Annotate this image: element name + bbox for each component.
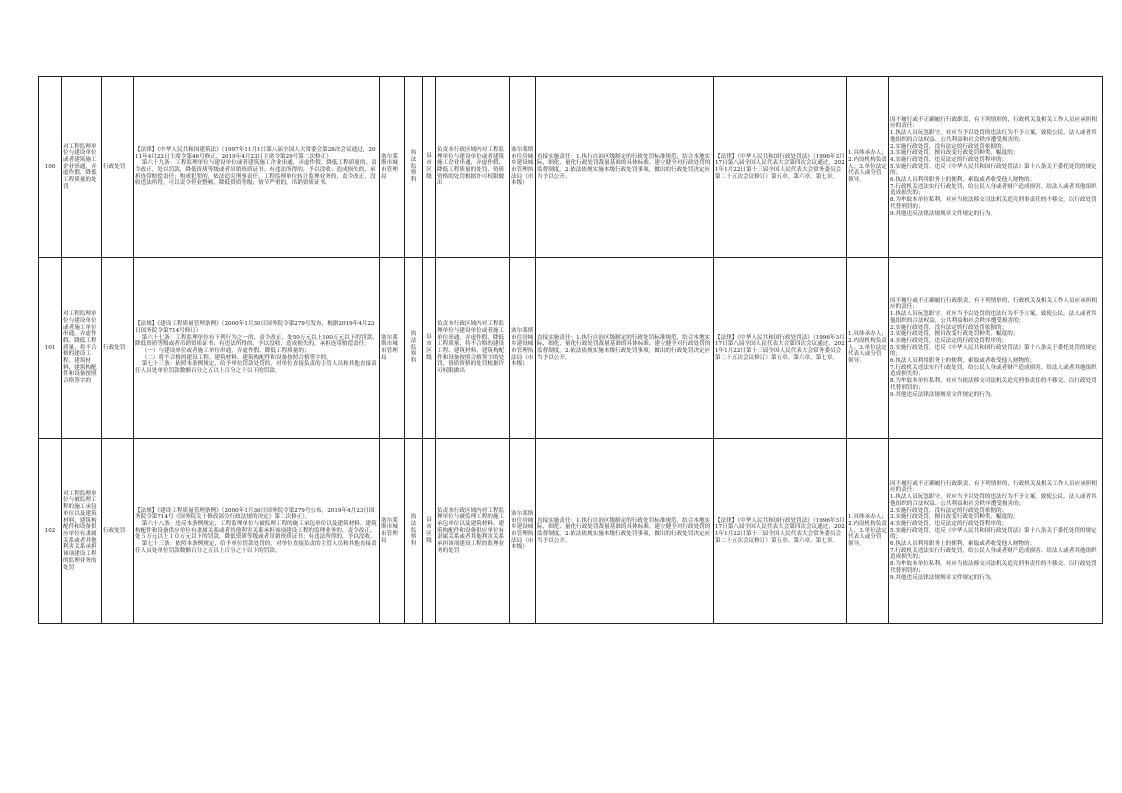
- power-list-table: [38, 76, 1103, 624]
- responsible-subject: 塞尔莱斯市住房城乡建设城市管理执法局（市本级）: [510, 439, 536, 624]
- liability-list-line: 3.实施行政处罚，擅自改变行政处罚种类、幅度的；: [890, 331, 1019, 338]
- legal-basis-line: （一）与建设单位或者施工单位串通，弄虚作假、降低工程质量的；: [141, 348, 310, 354]
- legal-basis-line: （二）将不合格的建设工程、建筑材料、建筑构配件和设备按照合格签字的。: [141, 354, 332, 361]
- liability-list-line: 2.实施行政处罚，没有法定的行政处罚依据的；: [890, 507, 1008, 514]
- legal-basis-line: 【法律】《中华人民共和国建筑法》（1997年11月1日第八届全国人大常委会第28次会议通过，2011年4月22日主席令第46号修正，2019年4月23日主席令第29号第二次修正）: [135, 146, 376, 160]
- liability-list-line: 9.其他违反法律法规规章文件规定的行为。: [890, 391, 997, 398]
- liability-list-line: 7.行政机关违法实行行政处罚，给公民人身或者财产造成损害、给法人或者其他组织造成损失的；: [890, 547, 1097, 561]
- legal-basis: [134, 439, 380, 624]
- implementing-department: 塞尔莱斯市城市管理局: [380, 439, 405, 624]
- executing-unit: 执法监察科: [410, 330, 417, 365]
- responsible-persons: 1.具体承办人；2.内设机构负责人；3.单位法定代表人或分管领导。: [847, 439, 889, 624]
- executing-unit: 执法监察科: [410, 513, 417, 548]
- responsible-persons: 1.具体承办人；2.内设机构负责人；3.单位法定代表人或分管领导。: [847, 77, 889, 258]
- executing-unit-cell: [405, 439, 423, 624]
- liability-list-line: 8.为牟取本单位私利，对应当依法移交司法机关追究刑事责任的不移交，以行政处罚代替刑罚的；: [890, 561, 1097, 574]
- exercise-level: 县市区级: [426, 153, 432, 180]
- duty-basis: 【法律】《中华人民共和国行政处罚法》（1996年3月17日第八届全国人民代表大会第四次会议通过，2021年1月22日第十三届全国人民代表大会常务委员会第二十五次会议修订）第五章、第六章、第七章。: [714, 77, 847, 258]
- liability-list: [889, 258, 1103, 439]
- liability-list-line: 3.实施行政处罚，擅自改变行政处罚种类、幅度的；: [890, 514, 1019, 521]
- liability-list-line: 2.实施行政处罚，没有法定的行政处罚依据的；: [890, 143, 1008, 150]
- power-type: 行政处罚: [102, 439, 134, 624]
- liability-list-line: 1.执法人员玩忽职守，对应当予以处罚的违法行为不予立案，致使公民、法人或者其他组织的合法权益、公共利益和社会秩序遭受损害的；: [890, 311, 1097, 324]
- exercise-level: 县市区级: [426, 334, 432, 361]
- implementing-department: 塞尔莱斯市城市管理局: [380, 77, 405, 258]
- table-row: [39, 258, 1103, 439]
- liability-list-line: 7.行政机关违法实行行政处罚，给公民人身或者财产造成损害、给法人或者其他组织造成损失的；: [890, 364, 1097, 378]
- exercise-level-cell: [423, 258, 436, 439]
- table-row: [39, 77, 1103, 258]
- liability-list-line: 因不履行或不正确履行行政职责，有下列情形的，行政机关及相关工作人员应承担相应的责任：: [890, 480, 1097, 494]
- duty-description: 负责本行政区域内对工程监理单位与建设单位或者建筑施工企业串通，弄虚作假、降低工程质量的处罚，资质资格的处罚根据许可权限做出: [436, 77, 510, 258]
- power-item-name: 对工程监理单位与建设单位或者建筑施工企业串通，弄虚作假、降低工程质量的处罚: [62, 77, 102, 258]
- responsibility-items: 直接实施责任：1.执行自治区级制定的行政处罚标准规范，结合本地实际，细化、量化行政处罚裁量基准的具体标准。建立健全对行政处罚的监督制度。2.依法依规实施本级行政处罚事项，做出的行政处罚决定应当予以公开。: [536, 77, 714, 258]
- liability-list-line: 9.其他违反法律法规规章文件规定的行为。: [890, 210, 997, 217]
- legal-basis-line: 第六十九条：工程监理单位与建设单位或者建筑施工企业串通，弄虚作假、降低工程质量的，责令改正，处以罚款，降低资质等级或者吊销资质证书；有违法所得的，予以没收；造成损失的，承担连带赔偿责任；构成犯罪的，依法追究刑事责任。工程监理单位转让监理业务的，责令改正，没收违法所得，可以责令停业整顿，降低资质等级；情节严重的，吊销资质证书。: [135, 160, 377, 187]
- liability-list-line: 5.实施行政处罚，违反《中华人民共和国行政处罚法》第十八条关于委托处罚的规定的；: [890, 527, 1097, 541]
- row-number: 100: [39, 77, 62, 258]
- liability-list-line: 因不履行或不正确履行行政职责，有下列情形的，行政机关及相关工作人员应承担相应的责任：: [890, 297, 1097, 311]
- row-number: 102: [39, 439, 62, 624]
- liability-list-line: 3.实施行政处罚，擅自改变行政处罚种类、幅度的；: [890, 150, 1019, 157]
- table-body: [39, 77, 1103, 624]
- row-number: 101: [39, 258, 62, 439]
- liability-list-line: 8.为牟取本单位私利，对应当依法移交司法机关追究刑事责任的不移交，以行政处罚代替刑罚的；: [890, 197, 1097, 210]
- table-row: [39, 439, 1103, 624]
- exercise-level: 县市区级: [426, 517, 432, 544]
- liability-list-line: 因不履行或不正确履行行政职责，有下列情形的，行政机关及相关工作人员应承担相应的责任：: [890, 116, 1097, 130]
- liability-list-line: 4.实施行政处罚，违反法定的行政处罚程序的；: [890, 156, 1008, 163]
- liability-list: [889, 77, 1103, 258]
- power-type: 行政处罚: [102, 77, 134, 258]
- executing-unit-cell: [405, 77, 423, 258]
- legal-basis-line: 第七十三条：依照本条例规定，给予单位罚款处罚的，对单位直接负责的主管人员和其他直接责任人员处单位罚款数额百分之五以上百分之十以下的罚款。: [135, 361, 377, 375]
- executing-unit-cell: [405, 258, 423, 439]
- duty-description: 负责本行政区域内对工程监理单位与建设单位或者施工单位串通，弄虚作假、降低工程质量，将不合格的建设工程、建筑材料、建筑构配件和设备按照合格签字的处罚，资质资格的处罚根据许可权限做出: [436, 258, 510, 439]
- legal-basis-line: 第七十三条：依照本条例规定，给予单位罚款处罚的，对单位直接负责的主管人员和其他直接责任人员处单位罚款数额百分之五以上百分之十以下的罚款。: [135, 541, 377, 554]
- liability-list-line: 8.为牟取本单位私利，对应当依法移交司法机关追究刑事责任的不移交，以行政处罚代替刑罚的；: [890, 378, 1097, 391]
- duty-basis: 【法律】《中华人民共和国行政处罚法》（1996年3月17日第八届全国人民代表大会第四次会议通过，2021年1月22日第十三届全国人民代表大会常务委员会第二十五次会议修订）第五章、第六章、第七章。: [714, 439, 847, 624]
- legal-basis-line: 【法规】《建设工程质量管理条例》（2000年1月30日国务院令第279号公布，2019年4月23日国务院令第714号《国务院关于修改部分行政法规的决定》第二次修正）。: [135, 507, 375, 521]
- power-item-name: 对工程监理单位与被监理工程的施工承包单位以及建筑材料、建筑构配件和设备供应单位有隶属关系或者其他利害关系承担该项建设工程的监理业务的处罚: [62, 439, 102, 624]
- liability-list-line: 6.执法人员利用职务上的便利，索取或者收受他人财物的；: [890, 358, 1036, 365]
- liability-list-line: 6.执法人员利用职务上的便利，索取或者收受他人财物的；: [890, 541, 1036, 548]
- liability-list-line: 4.实施行政处罚，违反法定的行政处罚程序的；: [890, 337, 1008, 344]
- duty-basis: 【法律】《中华人民共和国行政处罚法》（1996年3月17日第八届全国人民代表大会第四次会议通过，2021年1月22日第十三届全国人民代表大会常务委员会第二十五次会议修订）第五章、第六章、第七章。: [714, 258, 847, 439]
- legal-basis-line: 第六十八条：违反本条例规定，工程监理单位与被监理工程的施工承包单位以及建筑材料、建筑构配件和设备供应单位有隶属关系或者其他利害关系承担该项建设工程的监理业务的，责令改正，处５万元以上１０万元以下的罚款，降低资质等级或者吊销资质证书；有违法所得的，予以没收。: [135, 520, 377, 541]
- exercise-level-cell: [423, 77, 436, 258]
- responsible-subject: 塞尔莱斯市住房城乡建设城市管理执法局（市本级）: [510, 77, 536, 258]
- liability-list-line: 9.其他违反法律法规规章文件规定的行为。: [890, 574, 997, 581]
- responsible-persons: 1.具体承办人；2.内设机构负责人；3.单位法定代表人或分管领导。: [847, 258, 889, 439]
- liability-list-line: 6.执法人员利用职务上的便利，索取或者收受他人财物的；: [890, 177, 1036, 184]
- executing-unit: 执法监察科: [410, 149, 417, 184]
- liability-list-line: 5.实施行政处罚，违反《中华人民共和国行政处罚法》第十八条关于委托处罚的规定的；: [890, 344, 1097, 358]
- exercise-level-cell: [423, 439, 436, 624]
- power-item-name: 对工程监理单位与建设单位或者施工单位串通，弄虚作假、降低工程质量，将不合格的建设工程、建筑材料、建筑构配件和设备按照合格签字的: [62, 258, 102, 439]
- legal-basis-line: 【法规】《建设工程质量管理条例》（2000年1月30日国务院令第279号发布，根据2019年4月23日国务院令第714号修订）: [135, 321, 375, 334]
- liability-list-line: 1.执法人员玩忽职守，对应当予以处罚的违法行为不予立案，致使公民、法人或者其他组织的合法权益、公共利益和社会秩序遭受损害的；: [890, 130, 1097, 143]
- liability-list-line: 5.实施行政处罚，违反《中华人民共和国行政处罚法》第十八条关于委托处罚的规定的；: [890, 163, 1097, 177]
- liability-list: [889, 439, 1103, 624]
- liability-list-line: 7.行政机关违法实行行政处罚，给公民人身或者财产造成损害、给法人或者其他组织造成损失的；: [890, 183, 1097, 197]
- liability-list-line: 4.实施行政处罚，违反法定的行政处罚程序的；: [890, 520, 1008, 527]
- responsibility-items: 直接实施责任：1.执行自治区级制定的行政处罚标准规范，结合本地实际，细化、量化行政处罚裁量基准的具体标准。建立健全对行政处罚的监督制度。2.依法依规实施本级行政处罚事项，做出的行政处罚决定应当予以公开。: [536, 258, 714, 439]
- power-type: 行政处罚: [102, 258, 134, 439]
- implementing-department: 塞尔莱斯市城市管理局: [380, 258, 405, 439]
- liability-list-line: 2.实施行政处罚，没有法定的行政处罚依据的；: [890, 324, 1008, 331]
- legal-basis-line: 第六十七条：工程监理单位有下列行为之一的，责令改正，处50万元以上100万元以下的罚款，降低资质等级或者吊销资质证书；有违法所得的，予以没收；造成损失的，承担连带赔偿责任：: [135, 334, 378, 348]
- responsible-subject: 塞尔莱斯市住房城乡建设城市管理执法局（市本级）: [510, 258, 536, 439]
- legal-basis: [134, 77, 380, 258]
- legal-basis: [134, 258, 380, 439]
- liability-list-line: 1.执法人员玩忽职守，对应当予以处罚的违法行为不予立案，致使公民、法人或者其他组织的合法权益、公共利益和社会秩序遭受损害的；: [890, 494, 1097, 507]
- duty-description: 负责本行政区域内对工程监理单位与被监理工程的施工承包单位以及建筑材料、建筑构配件和设备供应单位有隶属关系或者其他利害关系承担该项建设工程的监理业务的处罚: [436, 439, 510, 624]
- responsibility-items: 直接实施责任：1.执行自治区级制定的行政处罚标准规范，结合本地实际，细化、量化行政处罚裁量基准的具体标准。建立健全对行政处罚的监督制度。2.依法依规实施本级行政处罚事项，做出的行政处罚决定应当予以公开。: [536, 439, 714, 624]
